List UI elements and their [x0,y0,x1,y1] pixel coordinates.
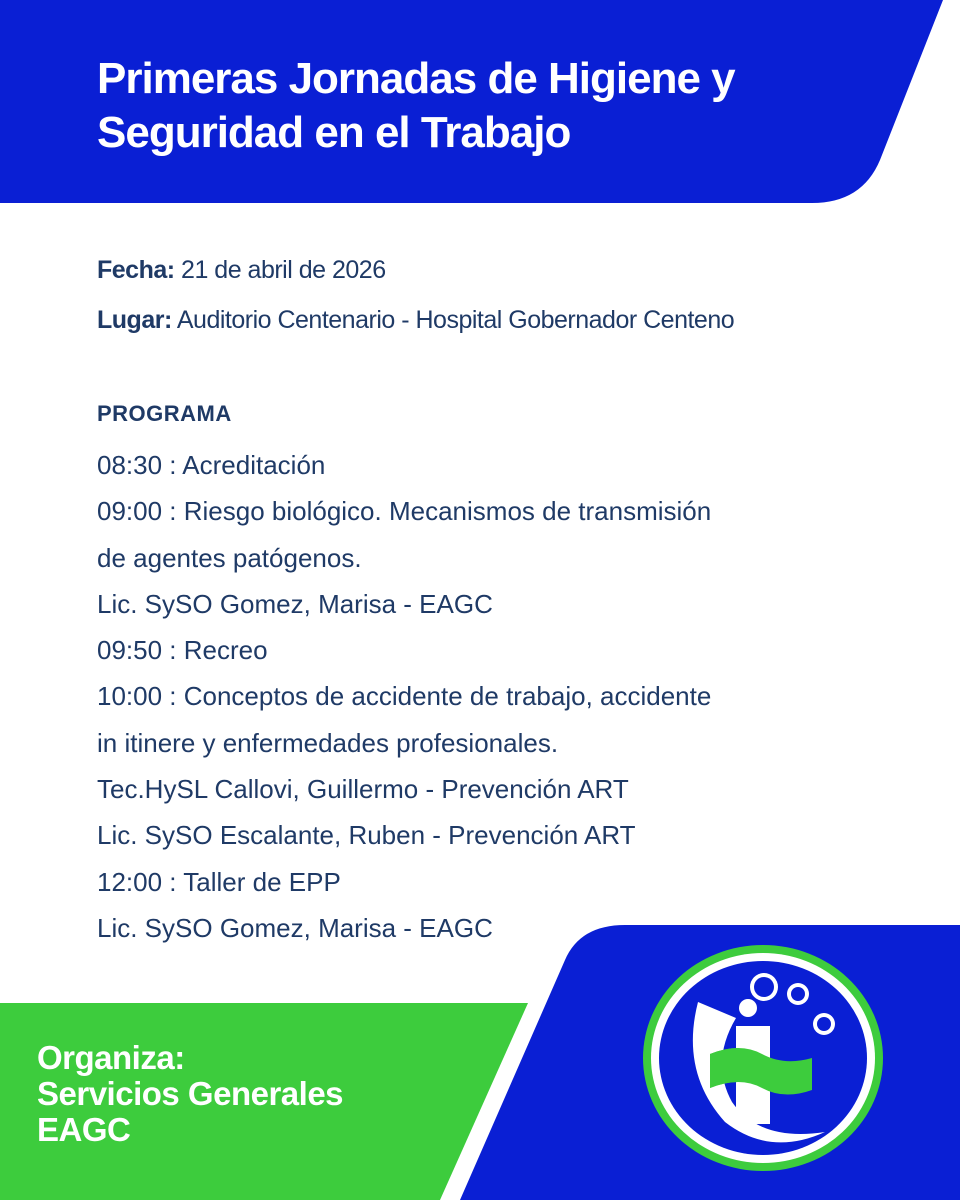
program-line: 08:30 : Acreditación [97,450,326,480]
program-line: Lic. SySO Escalante, Ruben - Prevención ART [97,820,636,851]
place-label: Lugar: [97,306,172,334]
place-line [97,306,734,335]
event-title-line-2: Seguridad en el Trabajo [97,108,571,157]
date-value: 21 de abril de 2026 [181,256,386,284]
program-heading: PROGRAMA [97,401,232,426]
program-line: Tec.HySL Callovi, Guillermo - Prevención ART [97,774,629,805]
program-line: 12:00 : Taller de EPP [97,866,341,897]
program-line: 09:50 : Recreo [97,635,268,666]
organizer-label: Organiza: [37,1039,185,1076]
program-line: in itinere y enfermedades profesionales. [97,727,559,758]
date-label: Fecha: [97,256,175,284]
hospital-logo-icon [640,942,886,1174]
event-title-line-1: Primeras Jornadas de Higiene y [97,54,735,103]
program-line: 09:00 : Riesgo biológico. Mecanismos de transmisión [97,496,712,527]
program-line: Lic. SySO Gomez, Marisa - EAGC [97,588,493,619]
event-title [97,52,877,160]
place-value: Auditorio Centenario - Hospital Gobernador Centeno [176,306,735,334]
program-line: Lic. SySO Gomez, Marisa - EAGC [97,912,493,943]
program-line: 10:00 : Conceptos de accidente de trabajo, accidente [97,681,712,712]
program-list [97,442,917,951]
organizer-name-line-1: Servicios Generales [37,1075,344,1112]
organizer-block [37,1040,343,1148]
date-line [97,256,386,285]
program-line: de agentes patógenos. [97,542,362,573]
organizer-name-line-2: EAGC [37,1111,131,1148]
